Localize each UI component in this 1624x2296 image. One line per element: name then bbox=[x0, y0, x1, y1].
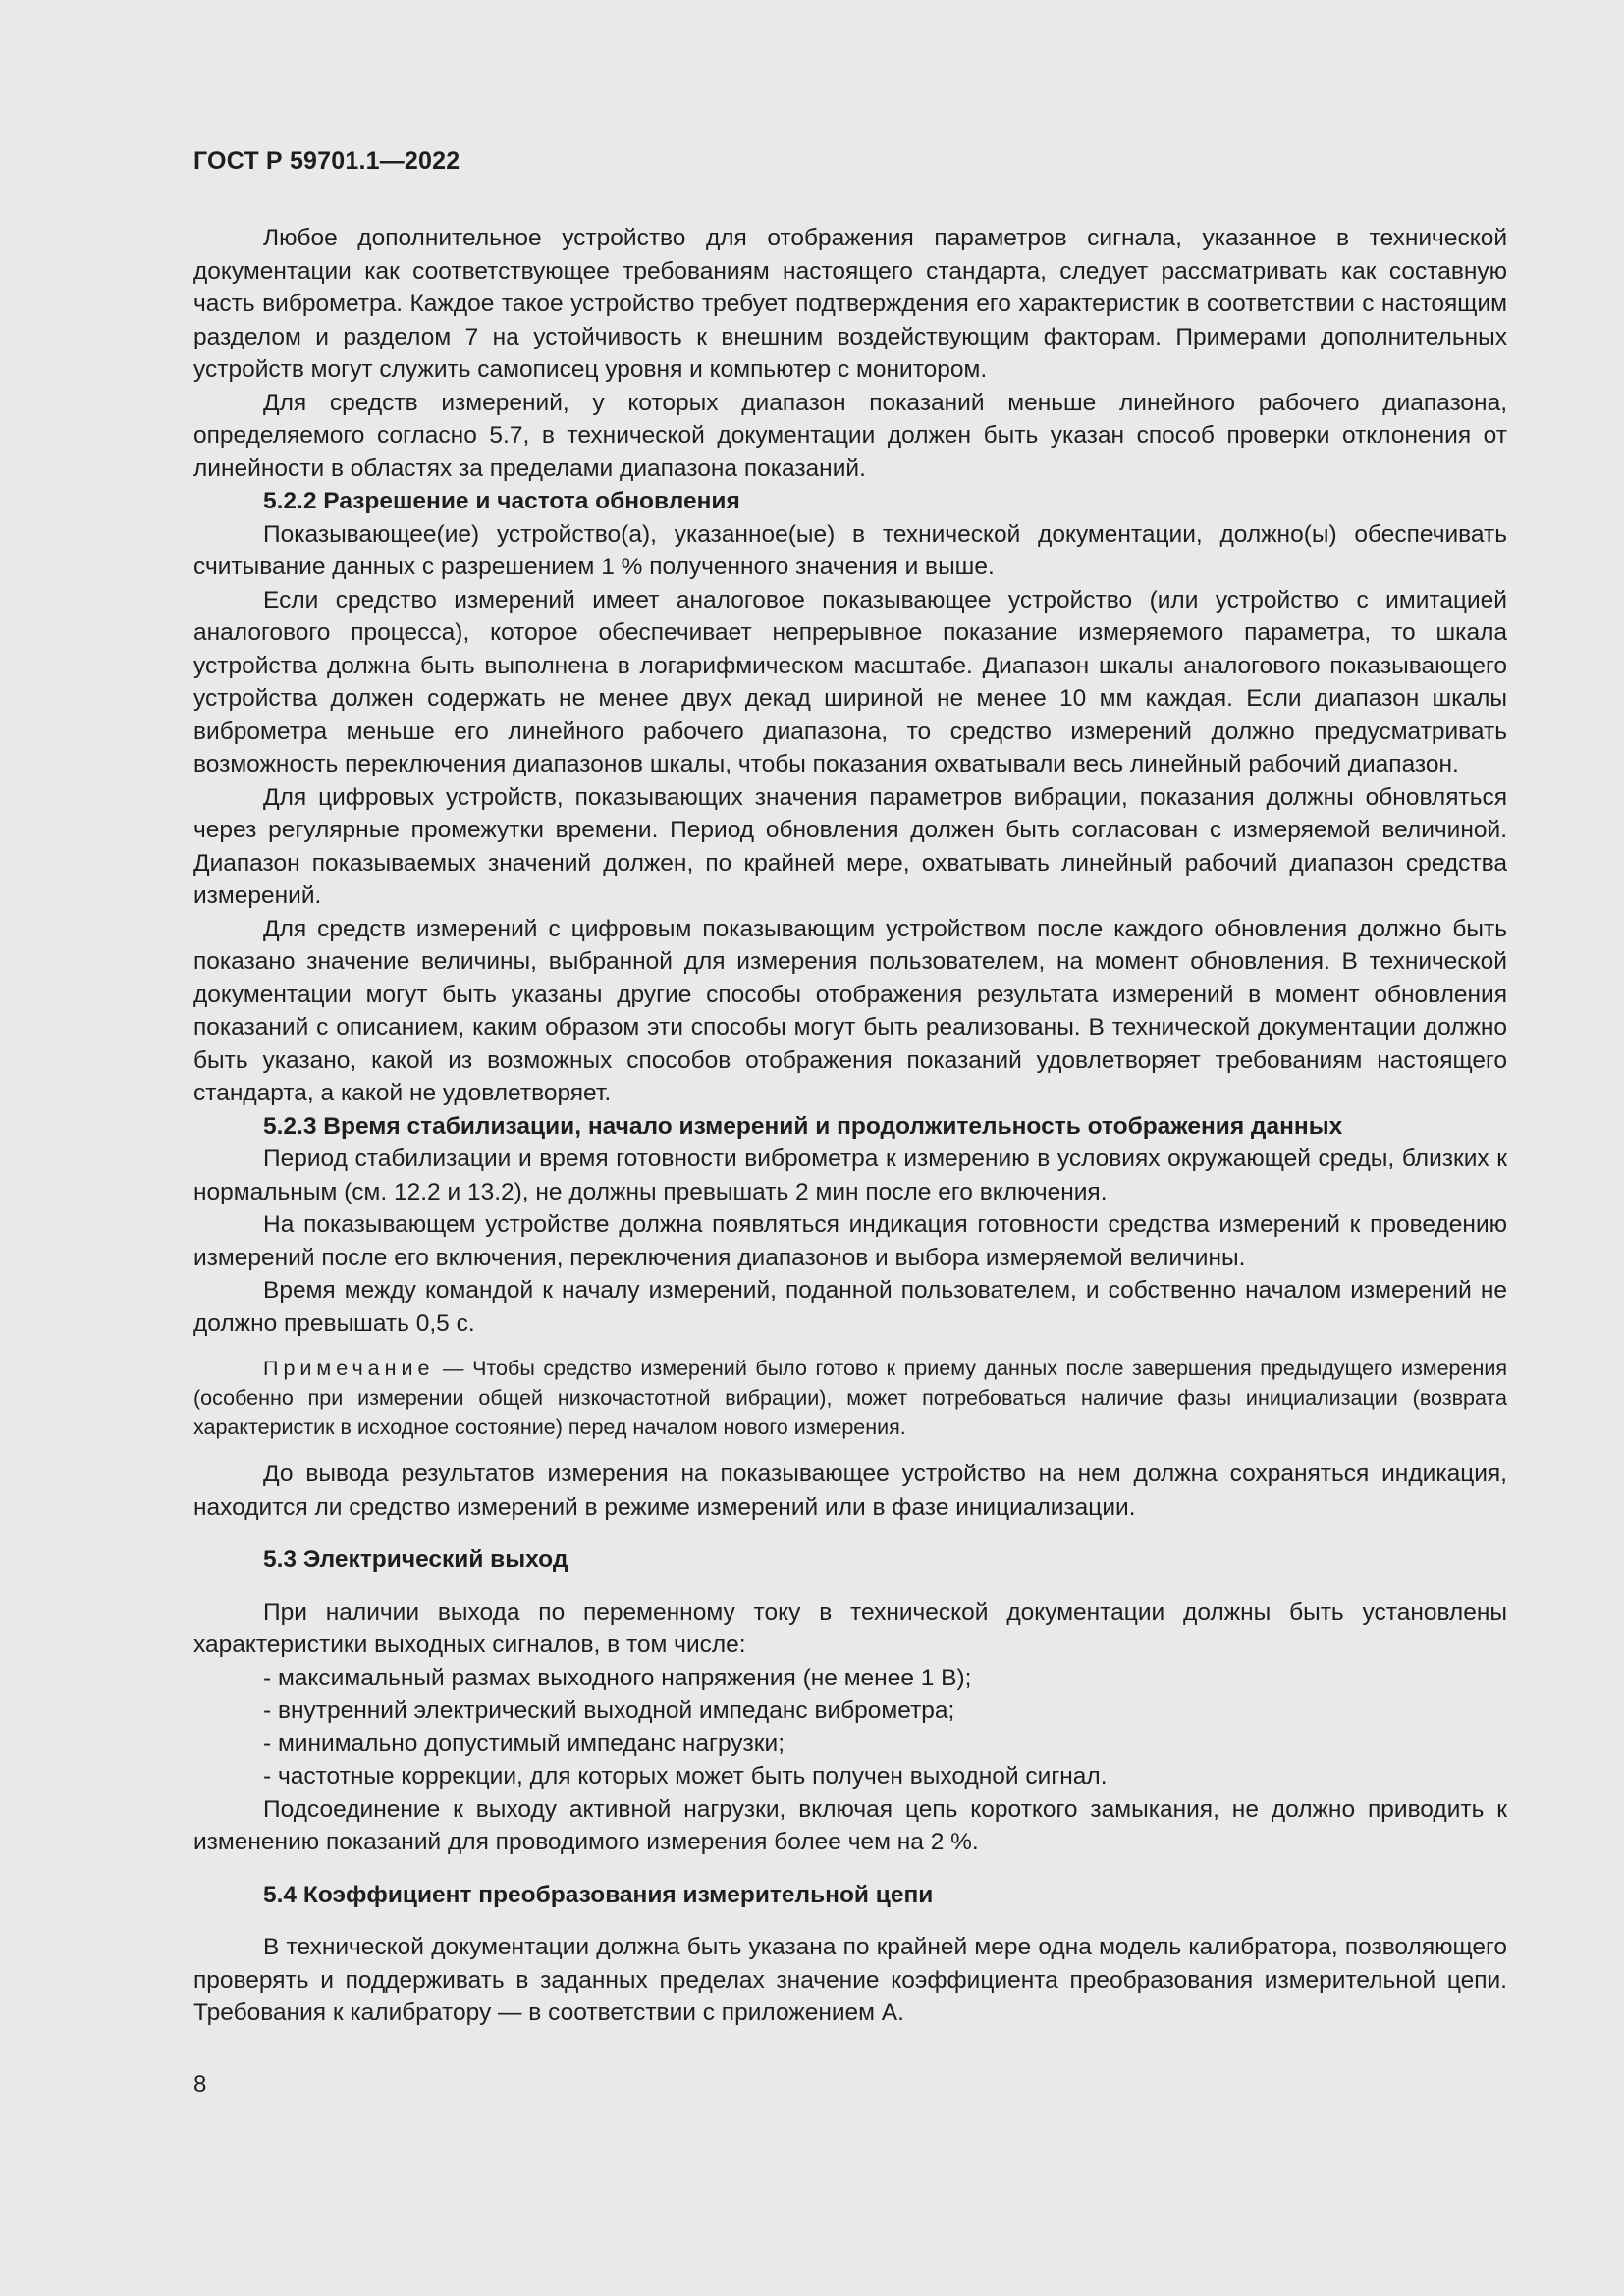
paragraph: Время между командой к началу измерений, поданной пользователем, и собственно началом измерений не должно превышать 0,5 с. bbox=[193, 1277, 1507, 1337]
list-item: - частотные коррекции, для которых может быть получен выходной сигнал. bbox=[263, 1763, 1108, 1789]
paragraph: В технической документации должна быть указана по крайней мере одна модель калибратора, позволяющего проверять и поддерживать в заданных пределах значение коэффициента преобразования измерительной цепи. Требования к калибратору — в соответствии с приложением А. bbox=[193, 1934, 1507, 2026]
page-number: 8 bbox=[193, 2071, 207, 2098]
section-heading-5-2-3: 5.2.3 Время стабилизации, начало измерений и продолжительность отображения данных bbox=[263, 1112, 1343, 1140]
paragraph: Если средство измерений имеет аналоговое показывающее устройство (или устройство с имитацией аналогового процесса), которое обеспечивает непрерывное показание измеряемого параметра, то шкала устройства должна быть выполнена в логарифмическом масштабе. Диапазон шкалы аналогового показывающего устройства должен содержать не менее двух декад шириной не менее 10 мм каждая. Если диапазон шкалы виброметра меньше его линейного рабочего диапазона, то средство измерений должно предусматривать возможность переключения диапазонов шкалы, чтобы показания охватывали весь линейный рабочий диапазон. bbox=[193, 586, 1507, 777]
paragraph: Период стабилизации и время готовности виброметра к измерению в условиях окружающей среды, близких к нормальным (см. 12.2 и 13.2), не должны превышать 2 мин после его включения. bbox=[193, 1146, 1507, 1205]
paragraph: При наличии выхода по переменному току в технической документации должны быть установлены характеристики выходных сигналов, в том числе: bbox=[193, 1598, 1507, 1658]
paragraph: До вывода результатов измерения на показывающее устройство на нем должна сохраняться индикация, находится ли средство измерений в режиме измерений или в фазе инициализации. bbox=[193, 1461, 1507, 1521]
list-item: - минимально допустимый импеданс нагрузки; bbox=[263, 1730, 785, 1757]
section-heading-5-4: 5.4 Коэффициент преобразования измерительной цепи bbox=[263, 1881, 934, 1908]
paragraph: Для средств измерений с цифровым показывающим устройством после каждого обновления должно быть показано значение величины, выбранной для измерения пользователем, на момент обновления. В технической документации могут быть указаны другие способы отображения результата измерений в момент обновления показаний с описанием, каким образом эти способы могут быть реализованы. В технической документации должно быть указано, какой из возможных способов отображения показаний удовлетворяет требованиям настоящего стандарта, а какой не удовлетворяет. bbox=[193, 915, 1507, 1106]
list-item: - максимальный размах выходного напряжения (не менее 1 В); bbox=[263, 1664, 972, 1691]
paragraph: Для средств измерений, у которых диапазон показаний меньше линейного рабочего диапазона, определяемого согласно 5.7, в технической документации должен быть указан способ проверки отклонения от линейности в областях за пределами диапазона показаний. bbox=[193, 389, 1507, 482]
document-header: ГОСТ Р 59701.1—2022 bbox=[193, 147, 460, 175]
section-heading-5-3: 5.3 Электрический выход bbox=[263, 1546, 568, 1573]
note-label: Примечание bbox=[263, 1357, 435, 1380]
note-text: — Чтобы средство измерений было готово к приему данных после завершения предыдущего измерения (особенно при измерении общей низкочастотной вибрации), может потребоваться наличие фазы инициализации (возврата характеристик в исходное состояние) перед началом нового измерения. bbox=[193, 1357, 1507, 1439]
section-heading-5-2-2: 5.2.2 Разрешение и частота обновления bbox=[263, 488, 740, 514]
paragraph: Любое дополнительное устройство для отображения параметров сигнала, указанное в технической документации как соответствующее требованиям настоящего стандарта, следует рассматривать как составную часть виброметра. Каждое такое устройство требует подтверждения его характеристик в соответствии с настоящим разделом и разделом 7 на устойчивость к внешним воздействующим факторам. Примерами дополнительных устройств могут служить самописец уровня и компьютер с монитором. bbox=[193, 225, 1507, 383]
note bbox=[193, 1354, 1507, 1442]
paragraph: На показывающем устройстве должна появляться индикация готовности средства измерений к проведению измерений после его включения, переключения диапазонов и выбора измеряемой величины. bbox=[193, 1211, 1507, 1271]
paragraph: Показывающее(ие) устройство(а), указанное(ые) в технической документации, должно(ы) обеспечивать считывание данных с разрешением 1 % полученного значения и выше. bbox=[193, 520, 1507, 580]
paragraph: Подсоединение к выходу активной нагрузки, включая цепь короткого замыкания, не должно приводить к изменению показаний для проводимого измерения более чем на 2 %. bbox=[193, 1795, 1507, 1855]
paragraph: Для цифровых устройств, показывающих значения параметров вибрации, показания должны обновляться через регулярные промежутки времени. Период обновления должен быть согласован с измеряемой величиной. Диапазон показываемых значений должен, по крайней мере, охватывать линейный рабочий диапазон средства измерений. bbox=[193, 783, 1507, 909]
document-body bbox=[193, 222, 1507, 2030]
list-item: - внутренний электрический выходной импеданс виброметра; bbox=[263, 1697, 955, 1724]
